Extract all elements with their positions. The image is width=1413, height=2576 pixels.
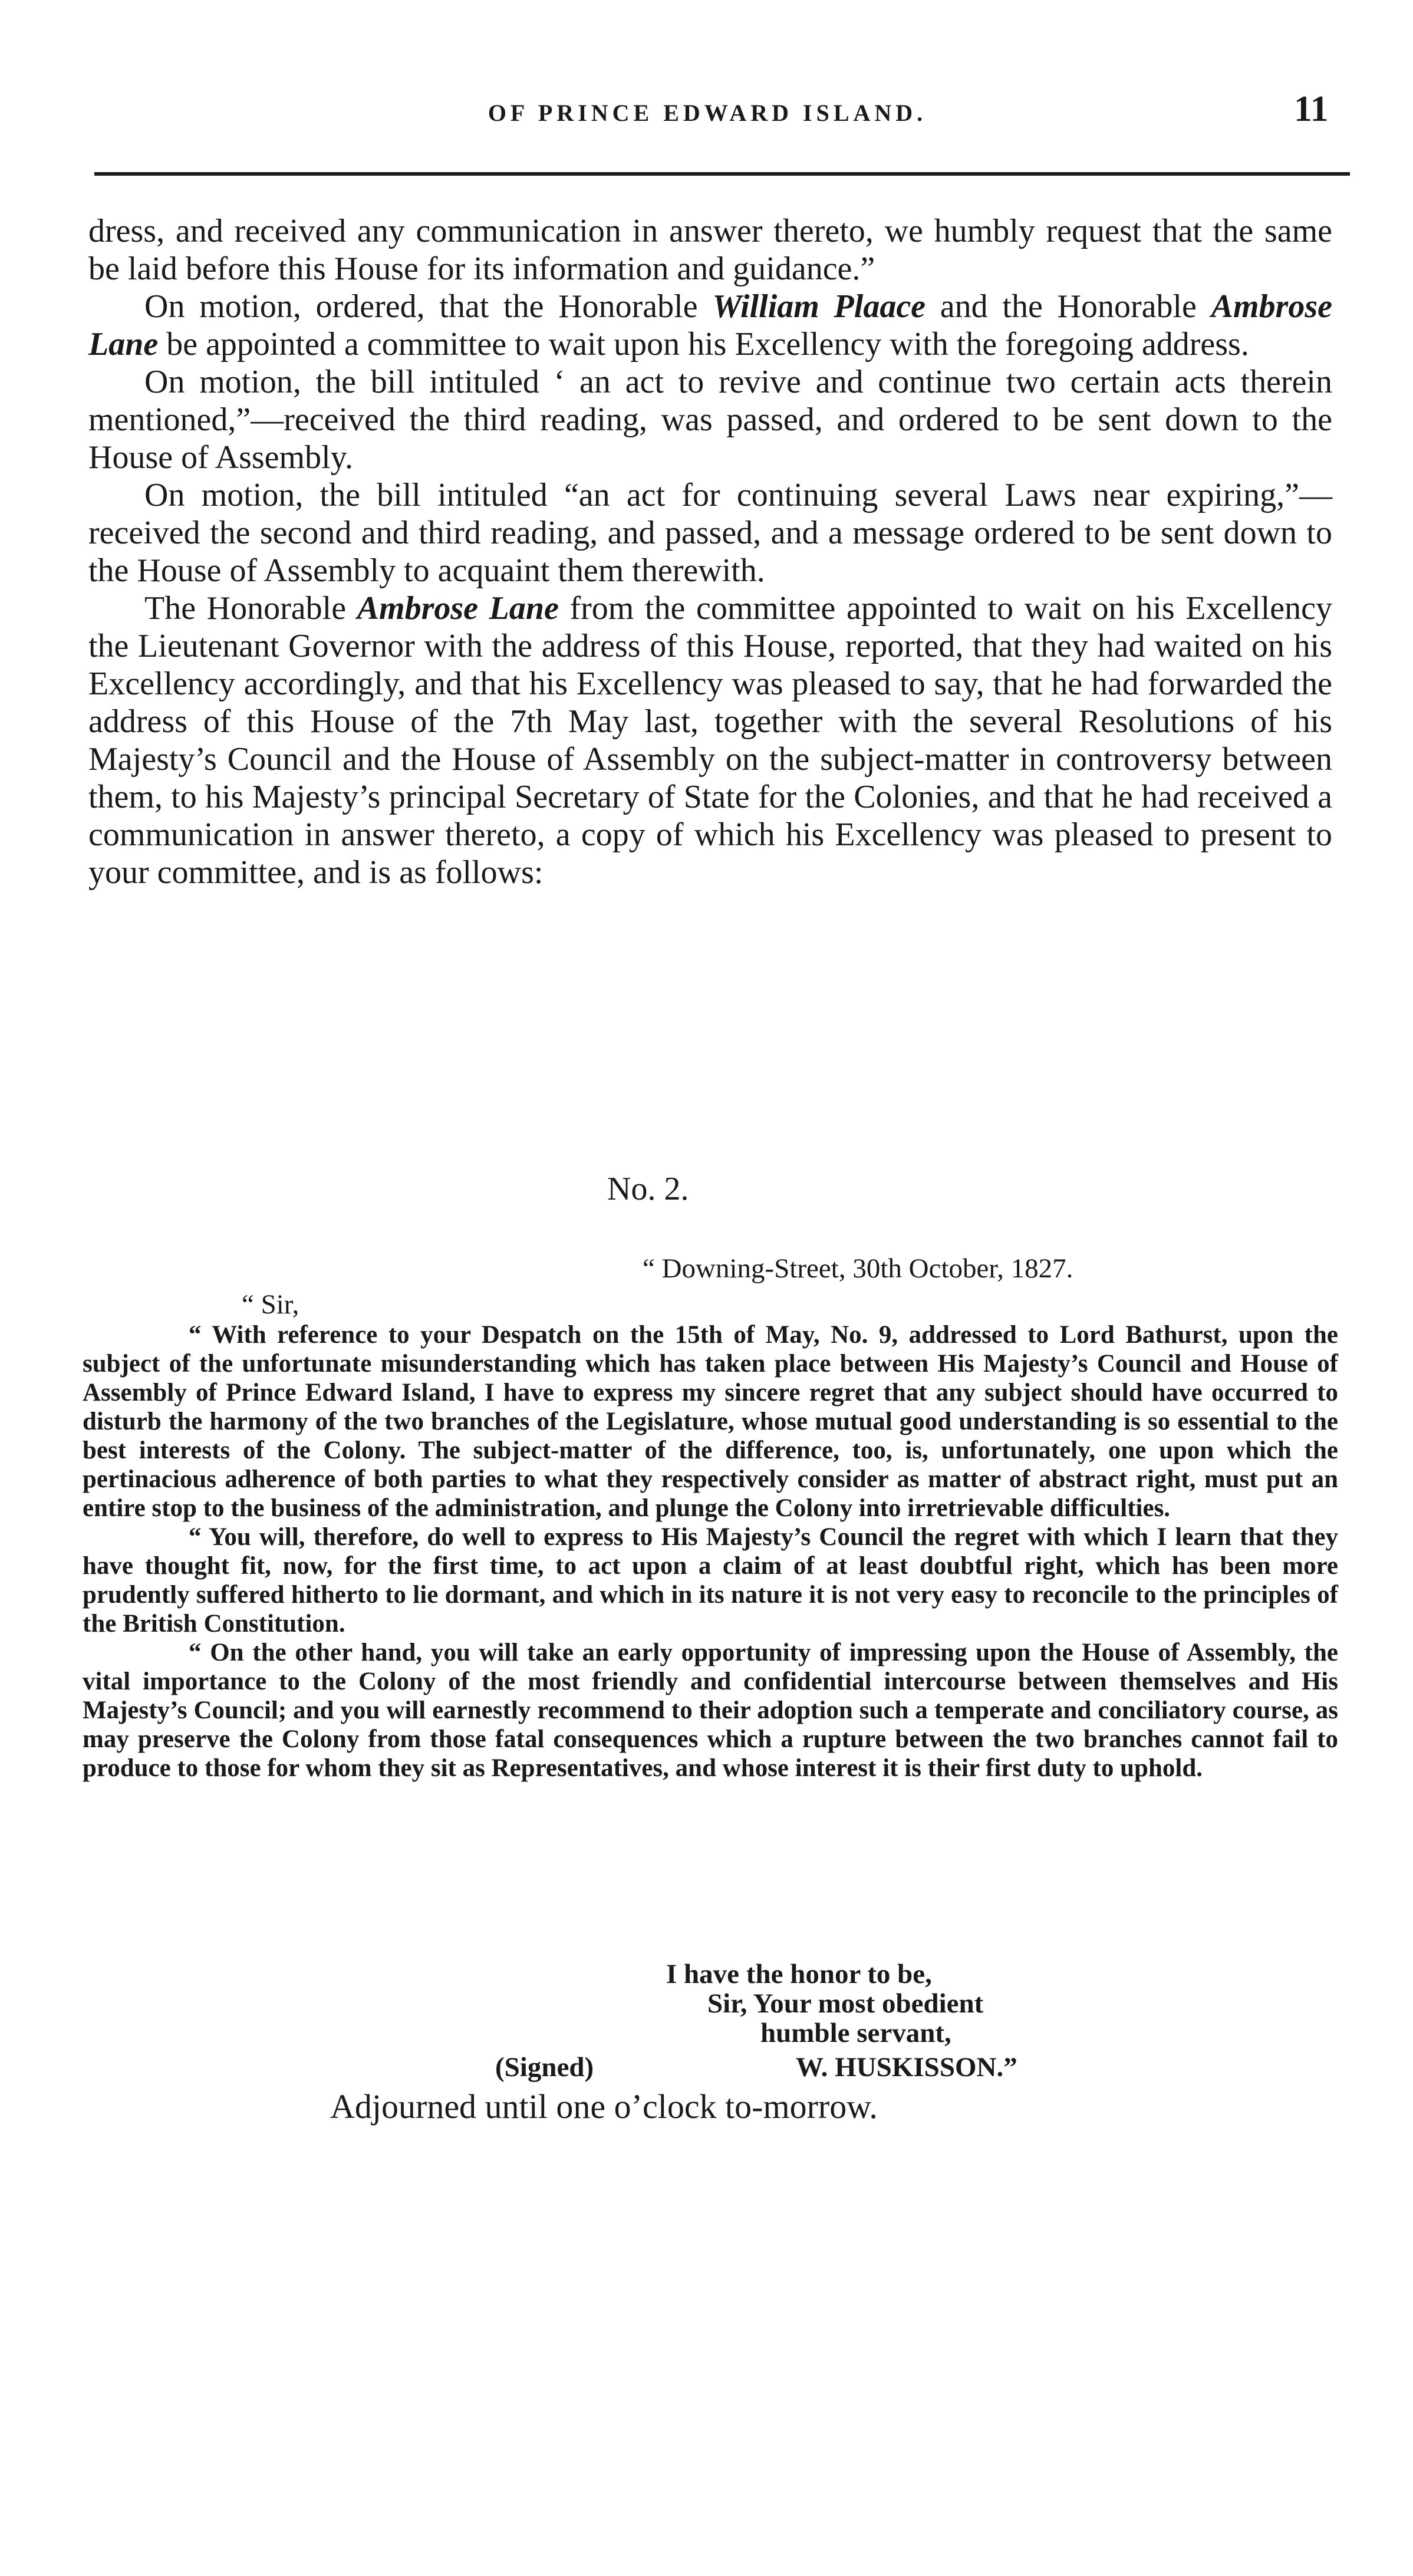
paragraph-committee-motion <box>88 288 1332 363</box>
signed-label: (Signed) <box>495 2052 594 2083</box>
letter-salutation: “ Sir, <box>242 1289 299 1320</box>
member-name: Ambrose Lane <box>88 288 1332 363</box>
despatch-number: No. 2. <box>607 1171 689 1207</box>
page-number: 11 <box>1294 89 1329 129</box>
letter-closing-line: Sir, Your most obedient <box>707 1988 984 2019</box>
letter-paragraph: “ With reference to your Despatch on the 15th of May, No. 9, addressed to Lord Bathurst, upon the subject of the unfortunate misunderstanding which has taken place between His Majesty’s Council and House of Assembly of Prince Edward Island, I have to express my sincere regret that any subject should have occurred to disturb the harmony of the two branches of the Legislature, whose mutual good understanding is so essential to the best interests of the Colony. The subject-matter of the difference, too, is, unfortunately, one upon which the pertinacious adherence of both parties to what they respectively consider as matter of abstract right, must put an entire stop to the business of the administration, and plunge the Colony into irretrievable difficulties. <box>83 1321 1338 1522</box>
text-segment: The Honorable <box>144 590 357 627</box>
letter-signature: W. HUSKISSON.” <box>796 2052 1017 2083</box>
paragraph-address-continuation: dress, and received any communication in answer thereto, we humbly request that the same be laid before this House for its information and guidance.” <box>88 213 1332 287</box>
adjournment-line: Adjourned until one o’clock to-morrow. <box>330 2087 878 2126</box>
paragraph-expiring-laws-motion: On motion, the bill intituled “an act for continuing several Laws near expiring,”—received the second and third reading, and passed, and a message ordered to be sent down to the House of Assembly to acquaint them therewith. <box>88 477 1332 589</box>
letter-dateline: “ Downing-Street, 30th October, 1827. <box>643 1253 1073 1284</box>
letter-paragraph: “ On the other hand, you will take an early opportunity of impressing upon the House of Assembly, the vital importance to the Colony of the most friendly and confidential intercourse between themselves and His Majesty’s Council; and you will earnestly recommend to their adoption such a temperate and conciliatory course, as may preserve the Colony from those fatal consequences which a rupture between the two branches cannot fail to produce to those for whom they sit as Representatives, and whose interest it is their first duty to uphold. <box>83 1639 1338 1782</box>
text-segment: On motion, ordered, that the Honorable <box>144 288 713 325</box>
letter-paragraph: “ You will, therefore, do well to express to His Majesty’s Council the regret with which I learn that they have thought fit, now, for the first time, to act upon a claim of at least doubtful right, which has been more prudently suffered hitherto to lie dormant, and which in its nature it is not very easy to reconcile to the principles of the British Constitution. <box>83 1523 1338 1638</box>
text-segment: and the Honorable <box>925 288 1211 325</box>
letter-closing-line: I have the honor to be, <box>666 1959 932 1989</box>
paragraph-revive-act-motion: On motion, the bill intituled ‘ an act to revive and continue two certain acts therein mentioned,”—received the third reading, was passed, and ordered to be sent down to the House of Assembly. <box>88 364 1332 476</box>
header-rule <box>94 172 1350 176</box>
text-segment: be appointed a committee to wait upon his Excellency with the foregoing address. <box>158 326 1249 363</box>
member-name: Ambrose Lane <box>357 590 559 627</box>
letter-closing-line: humble servant, <box>760 2018 951 2048</box>
member-name: William Plaace <box>712 288 926 325</box>
despatch-letter <box>83 1320 1338 1783</box>
journal-body <box>88 212 1332 891</box>
text-segment: from the committee appointed to wait on his Excellency the Lieutenant Governor with the address of this House, reported, that they had waited on his Excellency accordingly, and that his Excellency was pleased to say, that he had forwarded the address of this House of the 7th May last, together with the several Resolutions of his Majesty’s Council and the House of Assembly on the subject-matter in controversy between them, to his Majesty’s principal Secretary of State for the Colonies, and that he had received a communication in answer thereto, a copy of which his Excellency was pleased to present to your committee, and is as follows: <box>88 590 1332 891</box>
running-head: OF PRINCE EDWARD ISLAND. <box>488 100 927 126</box>
paragraph-committee-report <box>88 589 1332 891</box>
